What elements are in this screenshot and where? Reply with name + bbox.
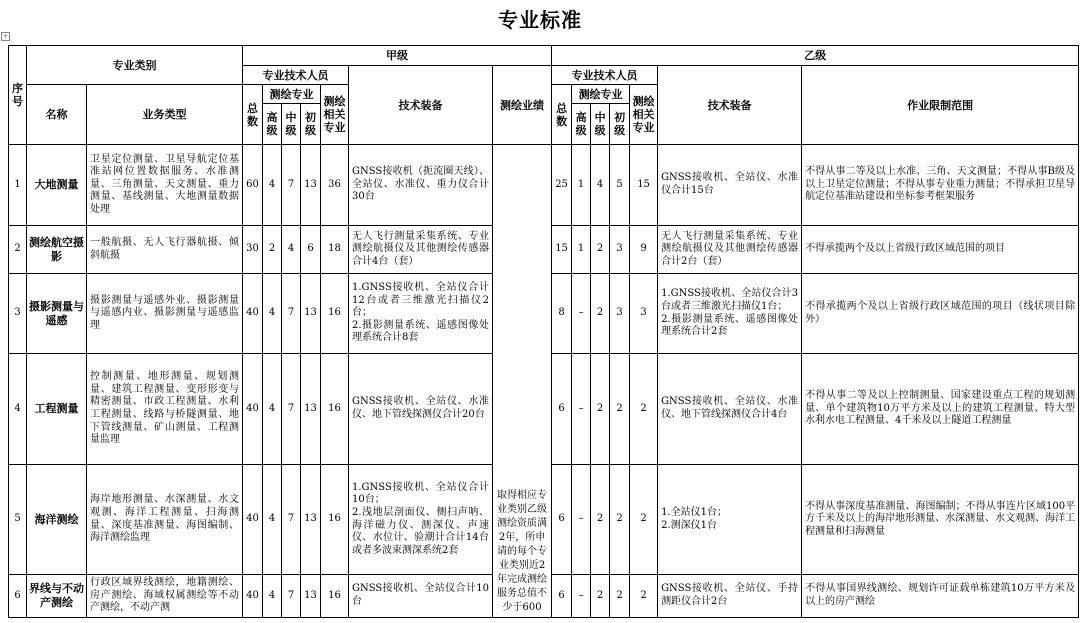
a-middle-count: 7 xyxy=(282,145,301,226)
a-total-count: 40 xyxy=(243,354,263,465)
b-related-count: 2 xyxy=(630,354,658,465)
a-related-count: 16 xyxy=(321,354,349,465)
a-total-count: 30 xyxy=(243,226,263,274)
header-b-middle: 中级 xyxy=(591,104,610,145)
a-total-count: 40 xyxy=(243,274,263,354)
a-related-count: 18 xyxy=(321,226,349,274)
a-equipment: GNSS接收机（扼流圈天线）、全站仪、水准仪、重力仪合计30台 xyxy=(349,145,493,226)
a-senior-count: 4 xyxy=(263,145,282,226)
header-a-senior: 高级 xyxy=(263,104,282,145)
header-a-performance: 测绘业绩 xyxy=(493,66,552,145)
b-equipment: 1.GNSS接收机、全站仪合计3台或者三维激光扫描仪1台； 2.摄影测量系统、遥感图像处理系统合计2套 xyxy=(658,274,802,354)
a-junior-count: 13 xyxy=(301,145,321,226)
b-senior-count: – xyxy=(572,274,591,354)
b-scope: 不得从事深度基准测量、海图编制；不得从事连片区域100平方千米及以上的海岸地形测量、水深测量、水文观测、海洋工程测量和扫海测量 xyxy=(802,465,1079,575)
business-type: 卫星定位测量、卫星导航定位基准站网位置数据服务、水准测量、三角测量、天文测量、重力测量、基线测量、大地测量数据处理 xyxy=(87,145,243,226)
b-scope: 不得承揽两个及以上省级行政区域范围的项目（线状项目除外） xyxy=(802,274,1079,354)
a-equipment: 无人飞行测量采集系统、专业测绘航摄仪及其他测绘传感器合计4台（套） xyxy=(349,226,493,274)
header-b-total: 总数 xyxy=(552,85,572,145)
a-related-count: 36 xyxy=(321,145,349,226)
b-scope: 不得从事二等及以上水准、三角、天文测量；不得从事B级及以上卫星定位测量；不得从事专业重力测量；不得承担卫星导航定位基准站建设和坐标参考框架服务 xyxy=(802,145,1079,226)
a-performance: 取得相应专业类别乙级测绘资质满2年，所申请的每个专业类别近2年完成测绘服务总值不少于600 xyxy=(493,145,552,618)
b-middle-count: 4 xyxy=(591,145,610,226)
table-body xyxy=(9,145,1079,618)
a-total-count: 40 xyxy=(243,575,263,618)
row-number: 4 xyxy=(9,354,27,465)
a-junior-count: 6 xyxy=(301,226,321,274)
header-a-junior: 初级 xyxy=(301,104,321,145)
b-junior-count: 2 xyxy=(610,465,630,575)
a-senior-count: 4 xyxy=(263,465,282,575)
business-type: 摄影测量与遥感外业、摄影测量与遥感内业、摄影测量与遥感监理 xyxy=(87,274,243,354)
b-total-count: 6 xyxy=(552,575,572,618)
header-a-related: 测绘相关专业 xyxy=(321,85,349,145)
a-equipment: GNSS接收机、全站仪合计10台 xyxy=(349,575,493,618)
header-b-senior: 高级 xyxy=(572,104,591,145)
business-type: 控制测量、地形测量、规划测量、建筑工程测量、变形形变与精密测量、市政工程测量、水利工程测量、线路与桥隧测量、地下管线测量、矿山测量、工程测量监理 xyxy=(87,354,243,465)
a-junior-count: 13 xyxy=(301,354,321,465)
b-middle-count: 2 xyxy=(591,226,610,274)
header-grade-a: 甲级 xyxy=(243,46,552,66)
a-related-count: 16 xyxy=(321,575,349,618)
b-related-count: 9 xyxy=(630,226,658,274)
a-equipment: GNSS接收机、全站仪、水准仪、地下管线探测仪合计20台 xyxy=(349,354,493,465)
b-related-count: 3 xyxy=(630,274,658,354)
header-a-surveying-major: 测绘专业 xyxy=(263,85,321,104)
a-senior-count: 4 xyxy=(263,575,282,618)
header-b-equipment: 技术装备 xyxy=(658,66,802,145)
page-title: 专业标准 xyxy=(498,8,582,32)
header-a-middle: 中级 xyxy=(282,104,301,145)
b-total-count: 6 xyxy=(552,354,572,465)
a-junior-count: 13 xyxy=(301,274,321,354)
b-junior-count: 3 xyxy=(610,274,630,354)
a-middle-count: 7 xyxy=(282,575,301,618)
a-equipment: 1.GNSS接收机、全站仪合计12台或者三维激光扫描仪2台； 2.摄影测量系统、遥感图像处理系统合计8套 xyxy=(349,274,493,354)
b-total-count: 15 xyxy=(552,226,572,274)
header-b-surveying-major: 测绘专业 xyxy=(572,85,630,104)
standards-table xyxy=(8,45,1079,618)
table-move-handle-icon[interactable]: + xyxy=(2,33,9,40)
header-b-junior: 初级 xyxy=(610,104,630,145)
b-junior-count: 2 xyxy=(610,354,630,465)
header-grade-b: 乙级 xyxy=(552,46,1079,66)
b-scope: 不得承揽两个及以上省级行政区域范围的项目 xyxy=(802,226,1079,274)
business-type: 行政区域界线测绘，地籍测绘、房产测绘、海域权属测绘等不动产测绘，不动产测 xyxy=(87,575,243,618)
b-total-count: 25 xyxy=(552,145,572,226)
b-equipment: GNSS接收机、全站仪、手持测距仪合计2台 xyxy=(658,575,802,618)
b-middle-count: 2 xyxy=(591,465,610,575)
a-senior-count: 2 xyxy=(263,226,282,274)
a-middle-count: 7 xyxy=(282,465,301,575)
a-total-count: 60 xyxy=(243,145,263,226)
b-middle-count: 2 xyxy=(591,274,610,354)
b-senior-count: – xyxy=(572,575,591,618)
a-junior-count: 13 xyxy=(301,465,321,575)
category-name: 海洋测绘 xyxy=(27,465,87,575)
a-senior-count: 4 xyxy=(263,274,282,354)
a-equipment: 1.GNSS接收机、全站仪合计10台； 2.浅地层剖面仪、侧扫声呐、海洋磁力仪、测深仪、声速仪、水位计、验潮计合计14台或者多波束测深系统2套 xyxy=(349,465,493,575)
a-senior-count: 4 xyxy=(263,354,282,465)
category-name: 摄影测量与遥感 xyxy=(27,274,87,354)
b-scope: 不得从事国界线测绘、规划许可证载单栋建筑10万平方米及以上的房产测绘 xyxy=(802,575,1079,618)
row-number: 1 xyxy=(9,145,27,226)
b-junior-count: 3 xyxy=(610,226,630,274)
a-related-count: 16 xyxy=(321,465,349,575)
business-type: 一般航摄、无人飞行器航摄、倾斜航摄 xyxy=(87,226,243,274)
b-senior-count: – xyxy=(572,354,591,465)
header-category: 专业类别 xyxy=(27,46,243,85)
a-total-count: 40 xyxy=(243,465,263,575)
b-equipment: 无人飞行测量采集系统、专业测绘航摄仪及其他测绘传感器合计2台（套） xyxy=(658,226,802,274)
b-junior-count: 5 xyxy=(610,145,630,226)
header-b-related: 测绘相关专业 xyxy=(630,85,658,145)
header-business-type: 业务类型 xyxy=(87,85,243,145)
row-number: 3 xyxy=(9,274,27,354)
b-senior-count: 1 xyxy=(572,145,591,226)
header-b-scope: 作业限制范围 xyxy=(802,66,1079,145)
row-number: 6 xyxy=(9,575,27,618)
category-name: 测绘航空摄影 xyxy=(27,226,87,274)
b-middle-count: 2 xyxy=(591,354,610,465)
header-a-total: 总数 xyxy=(243,85,263,145)
b-equipment: GNSS接收机、全站仪、水准仪合计15台 xyxy=(658,145,802,226)
b-related-count: 2 xyxy=(630,465,658,575)
header-a-personnel: 专业技术人员 xyxy=(243,66,349,85)
category-name: 大地测量 xyxy=(27,145,87,226)
business-type: 海岸地形测量、水深测量、水文观测、海洋工程测量、扫海测量、深度基准测量、海图编制、海洋测绘监理 xyxy=(87,465,243,575)
a-junior-count: 13 xyxy=(301,575,321,618)
table-row xyxy=(9,145,1079,226)
a-related-count: 16 xyxy=(321,274,349,354)
header-a-equipment: 技术装备 xyxy=(349,66,493,145)
b-scope: 不得从事二等及以上控制测量、国家建设重点工程的规划测量、单个建筑物10万平方米及以上的建筑工程测量、特大型水利水电工程测量、4千米及以上隧道工程测量 xyxy=(802,354,1079,465)
a-middle-count: 7 xyxy=(282,354,301,465)
header-name: 名称 xyxy=(27,85,87,145)
row-number: 2 xyxy=(9,226,27,274)
category-name: 工程测量 xyxy=(27,354,87,465)
b-senior-count: 1 xyxy=(572,226,591,274)
b-total-count: 8 xyxy=(552,274,572,354)
row-number: 5 xyxy=(9,465,27,575)
a-middle-count: 4 xyxy=(282,226,301,274)
b-related-count: 15 xyxy=(630,145,658,226)
b-junior-count: 2 xyxy=(610,575,630,618)
b-senior-count: – xyxy=(572,465,591,575)
b-middle-count: 2 xyxy=(591,575,610,618)
category-name: 界线与不动产测绘 xyxy=(27,575,87,618)
header-seq: 序号 xyxy=(9,46,27,145)
b-equipment: 1.全站仪1台； 2.测深仪1台 xyxy=(658,465,802,575)
b-equipment: GNSS接收机、全站仪、水准仪、地下管线探测仪合计4台 xyxy=(658,354,802,465)
header-b-personnel: 专业技术人员 xyxy=(552,66,658,85)
a-middle-count: 7 xyxy=(282,274,301,354)
b-related-count: 2 xyxy=(630,575,658,618)
b-total-count: 6 xyxy=(552,465,572,575)
